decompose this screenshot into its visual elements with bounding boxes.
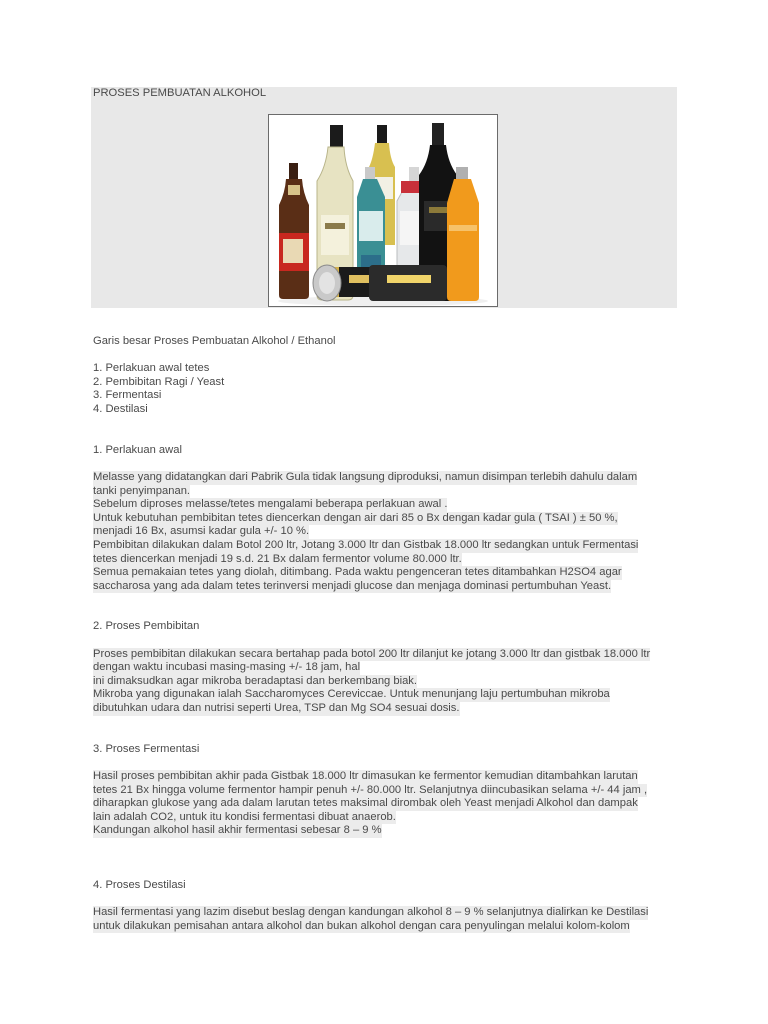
paragraph-line: untuk dilakukan pemisahan antara alkohol dan bukan alkohol dengan cara penyulingan melalui kolom-kolom bbox=[93, 919, 630, 932]
paragraph-line: Kandungan alkohol hasil akhir fermentasi sebesar 8 – 9 % bbox=[93, 824, 382, 837]
paragraph-line: Untuk kebutuhan pembibitan tetes diencerkan dengan air dari 85 o Bx dengan kadar gula ( TSAI ) ± 50 %, bbox=[93, 511, 618, 524]
paragraph-line: Mikroba yang digunakan ialah Saccharomyces Cereviccae. Untuk menunjang laju pertumbuhan mikroba bbox=[93, 688, 610, 701]
paragraph-line: Sebelum diproses melasse/tetes mengalami beberapa perlakuan awal . bbox=[93, 498, 448, 511]
paragraph-line: dengan waktu incubasi masing-masing +/- 18 jam, hal bbox=[93, 661, 361, 674]
paragraph-line: dibutuhkan udara dan nutrisi seperti Urea, TSP dan Mg SO4 sesuai dosis. bbox=[93, 702, 460, 715]
paragraph-line: Proses pembibitan dilakukan secara bertahap pada botol 200 ltr dilanjut ke jotang 3.000 ltr dan gistbak 18.000 ltr bbox=[93, 647, 651, 660]
paragraph-line: lain adalah CO2, untuk itu kondisi fermentasi dibuat anaerob. bbox=[93, 810, 396, 823]
outline-item: 2. Pembibitan Ragi / Yeast bbox=[93, 375, 225, 388]
alcohol-bottles-photo bbox=[268, 114, 498, 307]
outline-title: Garis besar Proses Pembuatan Alkohol / Ethanol bbox=[93, 335, 336, 347]
outline-item: 4. Destilasi bbox=[93, 402, 148, 415]
paragraph-line: menjadi 16 Bx, asumsi kadar gula +/- 10 %. bbox=[93, 525, 310, 538]
header-block bbox=[91, 87, 677, 308]
paragraph-line: diharapkan glukose yang ada dalam larutan tetes maksimal dirombak oleh Yeast menjadi Alkohol dan dampak bbox=[93, 797, 638, 810]
beverage-cans bbox=[313, 265, 447, 301]
section-heading: 4. Proses Destilasi bbox=[93, 878, 186, 891]
paragraph-line: Semua pemakaian tetes yang diolah, ditimbang. Pada waktu pengenceran tetes ditambahkan H2SO4 agar bbox=[93, 566, 622, 579]
paragraph-line: Pembibitan dilakukan dalam Botol 200 ltr, Jotang 3.000 ltr dan Gistbak 18.000 ltr sedangkan untuk Fermentasi bbox=[93, 538, 639, 551]
bottles-illustration bbox=[269, 115, 497, 306]
paragraph-line: ini dimaksudkan agar mikroba beradaptasi dan berkembang biak. bbox=[93, 674, 418, 687]
paragraph-line: saccharosa yang ada dalam tetes terinversi menjadi glucose dan menjaga dominasi pertumbuhan Yeast. bbox=[93, 579, 612, 592]
paragraph-line: tanki penyimpanan. bbox=[93, 484, 191, 497]
paragraph-line: Hasil proses pembibitan akhir pada Gistbak 18.000 ltr dimasukan ke fermentor kemudian ditambahkan larutan bbox=[93, 770, 638, 782]
paragraph-line: Hasil fermentasi yang lazim disebut beslag dengan kandungan alkohol 8 – 9 % selanjutnya dialirkan ke Destilasi bbox=[93, 905, 649, 918]
section-heading: 3. Proses Fermentasi bbox=[93, 742, 200, 755]
outline-item: 3. Fermentasi bbox=[93, 389, 162, 402]
paragraph-line: tetes 21 Bx hingga volume fermentor hampir penuh +/- 80.000 ltr. Selanjutnya diincubasikan selama +/- 44 jam , bbox=[93, 783, 648, 796]
document-body bbox=[93, 335, 683, 933]
section-heading: 2. Proses Pembibitan bbox=[93, 620, 200, 633]
outline-item: 1. Perlakuan awal tetes bbox=[93, 362, 210, 375]
section-heading: 1. Perlakuan awal bbox=[93, 443, 182, 456]
paragraph-line: tetes diencerkan menjadi 19 s.d. 21 Bx dalam fermentor volume 80.000 ltr. bbox=[93, 552, 462, 565]
page-title: PROSES PEMBUATAN ALKOHOL bbox=[93, 87, 267, 99]
paragraph-line: Melasse yang didatangkan dari Pabrik Gula tidak langsung diproduksi, namun disimpan terlebih dahulu dalam bbox=[93, 470, 638, 483]
